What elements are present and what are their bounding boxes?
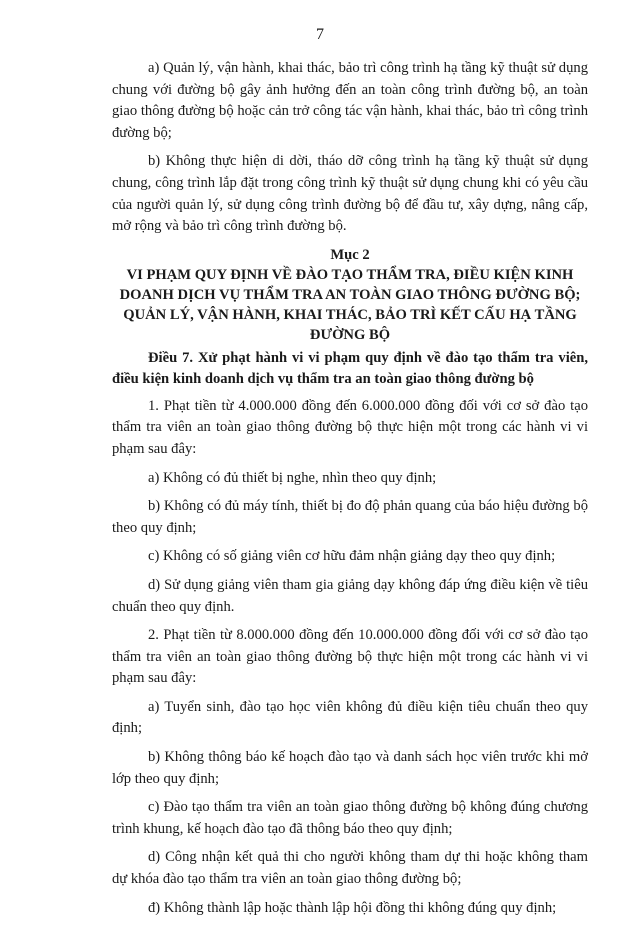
article-paragraph: c) Đào tạo thẩm tra viên an toàn giao thông đường bộ không đúng chương trình khung, kế hoạch đào tạo đã thông báo theo quy định;: [112, 799, 588, 837]
article-paragraph: đ) Không thành lập hoặc thành lập hội đồng thi không đúng quy định;: [148, 899, 557, 916]
article-title: Điều 7. Xử phạt hành vi vi phạm quy định về đào tạo thẩm tra viên, điều kiện kinh doanh dịch vụ thẩm tra an toàn giao thông đường bộ: [112, 349, 588, 387]
article-paragraph: d) Sử dụng giảng viên tham gia giảng dạy không đáp ứng điều kiện về tiêu chuẩn theo quy định.: [112, 576, 588, 615]
article-paragraph: 1. Phạt tiền từ 4.000.000 đồng đến 6.000.000 đồng đối với cơ sở đào tạo thẩm tra viên an toàn giao thông đường bộ thực hiện một trong các hành vi vi phạm sau đây:: [112, 397, 588, 457]
page-number: 7: [316, 26, 324, 43]
article-paragraph: d) Công nhận kết quả thi cho người không tham dự thi hoặc không tham dự khóa đào tạo thẩm tra viên an toàn giao thông đường bộ;: [112, 849, 588, 888]
section-label: Mục 2: [330, 246, 370, 263]
article-paragraph: b) Không thông báo kế hoạch đào tạo và danh sách học viên trước khi mở lớp theo quy định;: [112, 749, 588, 787]
paragraph-clause-b: b) Không thực hiện di dời, tháo dỡ công trình hạ tầng kỹ thuật sử dụng chung, công trình lắp đặt trong công trình kỹ thuật sử dụng chung khi có yêu cầu của người quản lý, sử dụng công trình đường bộ để đầu tư, xây dựng, nâng cấp, mở rộng và bảo trì công trình đường bộ.: [112, 153, 588, 235]
paragraph-clause-a: a) Quản lý, vận hành, khai thác, bảo trì công trình hạ tầng kỹ thuật sử dụng chung với đường bộ gây ảnh hưởng đến an toàn công trình đường bộ, an toàn giao thông đường bộ hoặc cản trở công tác vận hành, khai thác, bảo trì công trình đường bộ;: [112, 60, 588, 141]
article-paragraph: b) Không có đủ máy tính, thiết bị đo độ phản quang của báo hiệu đường bộ theo quy định;: [112, 498, 588, 536]
article-paragraph: a) Không có đủ thiết bị nghe, nhìn theo quy định;: [148, 469, 437, 486]
article-paragraph: c) Không có số giảng viên cơ hữu đảm nhận giảng dạy theo quy định;: [148, 548, 556, 565]
article-paragraph: 2. Phạt tiền từ 8.000.000 đồng đến 10.000.000 đồng đối với cơ sở đào tạo thẩm tra viên an toàn giao thông đường bộ thực hiện một trong các hành vi vi phạm sau đây:: [112, 627, 588, 687]
document-body: [112, 58, 588, 926]
article-paragraph: a) Tuyển sinh, đào tạo học viên không đủ điều kiện tiêu chuẩn theo quy định;: [112, 698, 588, 737]
section-title: VI PHẠM QUY ĐỊNH VỀ ĐÀO TẠO THẨM TRA, ĐIỀU KIỆN KINH DOANH DỊCH VỤ THẨM TRA AN TOÀN GIAO THÔNG ĐƯỜNG BỘ; QUẢN LÝ, VẬN HÀNH, KHAI THÁC, BẢO TRÌ KẾT CẤU HẠ TẦNG ĐƯỜNG BỘ: [119, 266, 581, 343]
